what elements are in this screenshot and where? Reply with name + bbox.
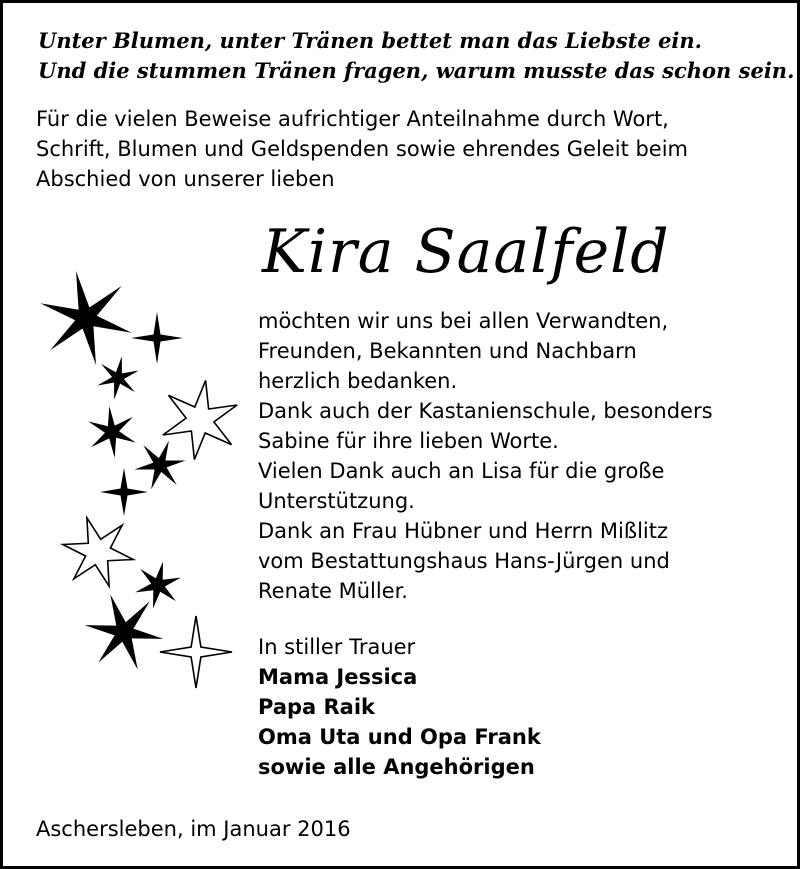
thanks-intro — [36, 104, 776, 194]
message-line: herzlich bedanken. — [258, 369, 458, 393]
intro-line: Für die vielen Beweise aufrichtiger Anteilnahme durch Wort, — [36, 107, 669, 131]
message-line: möchten wir uns bei allen Verwandten, — [258, 309, 669, 333]
intro-line: Schrift, Blumen und Geldspenden sowie ehrendes Geleit beim — [36, 137, 689, 161]
verse-line: Unter Blumen, unter Tränen bettet man das Liebste ein. — [38, 28, 702, 53]
message-line: Vielen Dank auch an Lisa für die große — [258, 459, 665, 483]
mourner-name: Mama Jessica — [258, 665, 418, 689]
verse-line: Und die stummen Tränen fragen, warum musste das schon sein. — [38, 58, 795, 83]
deceased-name: Kira Saalfeld — [262, 217, 670, 287]
mourner-name: Oma Uta und Opa Frank — [258, 725, 541, 749]
verse — [38, 26, 795, 86]
message-line: vom Bestattungshaus Hans-Jürgen und — [258, 549, 670, 573]
message-line: Unterstützung. — [258, 489, 415, 513]
place-date: Aschersleben, im Januar 2016 — [36, 817, 351, 841]
message-line: Dank auch der Kastanienschule, besonders — [258, 399, 713, 423]
intro-line: Abschied von unserer lieben — [36, 167, 335, 191]
mourners — [258, 632, 788, 782]
mourners-heading: In stiller Trauer — [258, 635, 416, 659]
mourner-name: Papa Raik — [258, 695, 376, 719]
message-line: Dank an Frau Hübner und Herrn Mißlitz — [258, 519, 669, 543]
thanks-message — [258, 306, 788, 606]
message-line: Freunden, Bekannten und Nachbarn — [258, 339, 637, 363]
message-line: Renate Müller. — [258, 579, 408, 603]
message-line: Sabine für ihre lieben Worte. — [258, 429, 559, 453]
mourner-name: sowie alle Angehörigen — [258, 755, 535, 779]
